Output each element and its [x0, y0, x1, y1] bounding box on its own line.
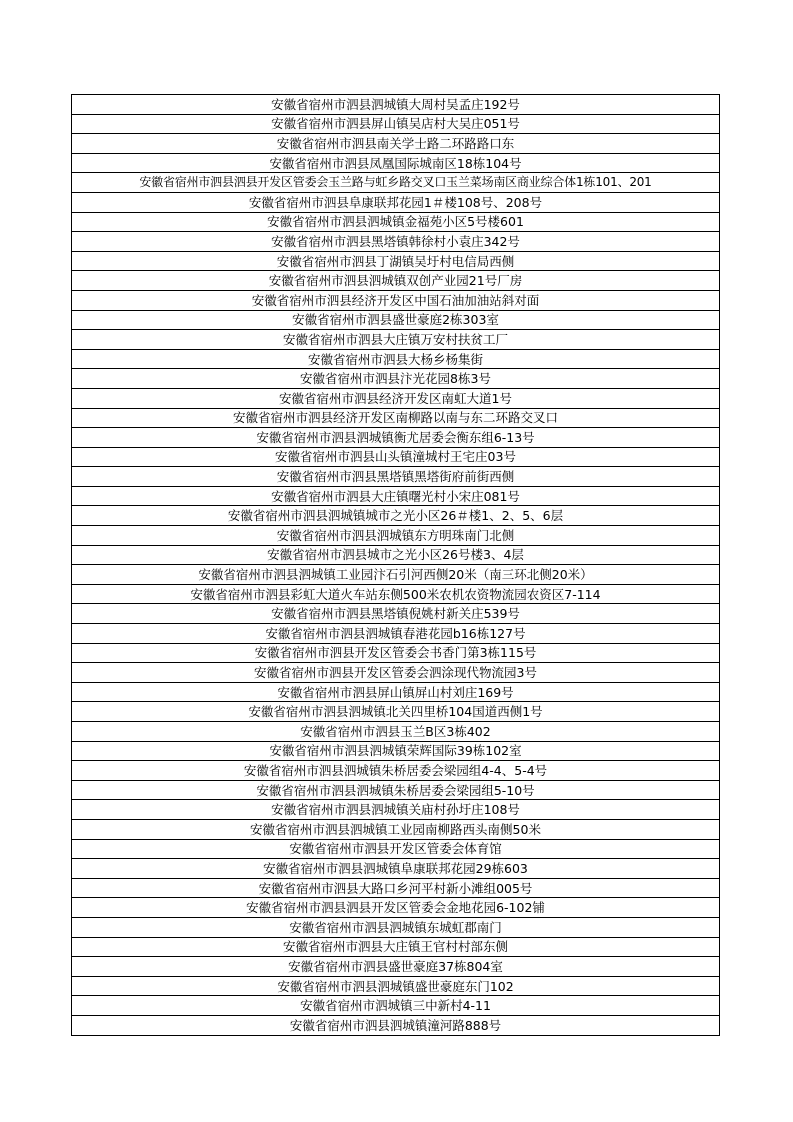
table-row	[72, 682, 720, 702]
table-row	[72, 212, 720, 232]
address-cell: 安徽省宿州市泗县汴光花园8栋3号	[72, 369, 720, 389]
address-cell: 安徽省宿州市泗县玉兰B区3栋402	[72, 722, 720, 742]
address-cell: 安徽省宿州市泗县泗城镇金福苑小区5号楼601	[72, 212, 720, 232]
address-cell: 安徽省宿州市泗县泗城镇潼河路888号	[72, 1015, 720, 1035]
table-row	[72, 663, 720, 683]
table-row	[72, 722, 720, 742]
table-row	[72, 349, 720, 369]
table-row	[72, 330, 720, 350]
address-cell: 安徽省宿州市泗县黑塔镇韩徐村小袁庄342号	[72, 232, 720, 252]
address-cell: 安徽省宿州市泗县泗城镇朱桥居委会梁园组4-4、5-4号	[72, 761, 720, 781]
table-row	[72, 702, 720, 722]
table-row	[72, 271, 720, 291]
table-row	[72, 428, 720, 448]
address-cell: 安徽省宿州市泗县泗城镇大周村吴孟庄192号	[72, 95, 720, 115]
table-row	[72, 506, 720, 526]
table-row	[72, 741, 720, 761]
table-row	[72, 878, 720, 898]
table-row	[72, 192, 720, 212]
table-row	[72, 584, 720, 604]
address-cell: 安徽省宿州市泗县开发区管委会体育馆	[72, 839, 720, 859]
table-row	[72, 565, 720, 585]
address-cell: 安徽省宿州市泗县屏山镇屏山村刘庄169号	[72, 682, 720, 702]
table-row	[72, 976, 720, 996]
table-row	[72, 624, 720, 644]
table-row	[72, 819, 720, 839]
address-cell: 安徽省宿州市泗县泗城镇北关四里桥104国道西侧1号	[72, 702, 720, 722]
address-cell: 安徽省宿州市泗县泗城镇工业园汴石引河西侧20米（南三环北侧20米）	[72, 565, 720, 585]
address-cell: 安徽省宿州市泗县泗城镇城市之光小区26＃楼1、2、5、6层	[72, 506, 720, 526]
address-cell: 安徽省宿州市泗县大庄镇万安村扶贫工厂	[72, 330, 720, 350]
table-row	[72, 957, 720, 977]
table-row	[72, 996, 720, 1016]
address-sheet	[71, 94, 720, 1036]
table-row	[72, 467, 720, 487]
table-row	[72, 526, 720, 546]
table-row	[72, 761, 720, 781]
address-cell: 安徽省宿州市泗城镇三中新村4-11	[72, 996, 720, 1016]
address-cell: 安徽省宿州市泗县泗城镇阜康联邦花园29栋603	[72, 859, 720, 879]
address-cell: 安徽省宿州市泗县阜康联邦花园1＃楼108号、208号	[72, 192, 720, 212]
address-cell: 安徽省宿州市泗县大杨乡杨集街	[72, 349, 720, 369]
address-cell: 安徽省宿州市泗县屏山镇吴店村大吴庄051号	[72, 114, 720, 134]
address-cell: 安徽省宿州市泗县大路口乡河平村新小滩组005号	[72, 878, 720, 898]
table-row	[72, 251, 720, 271]
table-row	[72, 486, 720, 506]
address-cell: 安徽省宿州市泗县山头镇潼城村王宅庄03号	[72, 447, 720, 467]
table-row	[72, 643, 720, 663]
table-row	[72, 408, 720, 428]
table-row	[72, 290, 720, 310]
table-row	[72, 800, 720, 820]
table-row	[72, 604, 720, 624]
address-cell: 安徽省宿州市泗县泗城镇春港花园b16栋127号	[72, 624, 720, 644]
address-cell: 安徽省宿州市泗县彩虹大道火车站东侧500米农机农资物流园农资区7-114	[72, 584, 720, 604]
address-cell: 安徽省宿州市泗县开发区管委会书香门第3栋115号	[72, 643, 720, 663]
table-row	[72, 859, 720, 879]
address-cell: 安徽省宿州市泗县盛世豪庭2栋303室	[72, 310, 720, 330]
table-row	[72, 310, 720, 330]
table-row	[72, 232, 720, 252]
address-cell: 安徽省宿州市泗县开发区管委会泗涂现代物流园3号	[72, 663, 720, 683]
address-cell: 安徽省宿州市泗县盛世豪庭37栋804室	[72, 957, 720, 977]
address-cell: 安徽省宿州市泗县城市之光小区26号楼3、4层	[72, 545, 720, 565]
table-row	[72, 839, 720, 859]
table-row	[72, 388, 720, 408]
address-cell: 安徽省宿州市泗县泗城镇双创产业园21号厂房	[72, 271, 720, 291]
table-row	[72, 369, 720, 389]
address-cell: 安徽省宿州市泗县大庄镇王官村村部东侧	[72, 937, 720, 957]
address-cell: 安徽省宿州市泗县泗城镇衡尤居委会衡东组6-13号	[72, 428, 720, 448]
address-cell: 安徽省宿州市泗县经济开发区南柳路以南与东二环路交叉口	[72, 408, 720, 428]
table-row	[72, 447, 720, 467]
address-cell: 安徽省宿州市泗县泗城镇朱桥居委会梁园组5-10号	[72, 780, 720, 800]
address-cell: 安徽省宿州市泗县泗城镇东城虹郡南门	[72, 917, 720, 937]
address-cell: 安徽省宿州市泗县黑塔镇黑塔街府前街西侧	[72, 467, 720, 487]
address-cell: 安徽省宿州市泗县大庄镇曙光村小宋庄081号	[72, 486, 720, 506]
address-cell: 安徽省宿州市泗县黑塔镇倪姚村新关庄539号	[72, 604, 720, 624]
table-row	[72, 937, 720, 957]
address-cell: 安徽省宿州市泗县凤凰国际城南区18栋104号	[72, 153, 720, 173]
table-row	[72, 545, 720, 565]
address-cell: 安徽省宿州市泗县泗县开发区管委会玉兰路与虹乡路交叉口玉兰菜场南区商业综合体1栋101、201	[72, 173, 720, 193]
address-cell: 安徽省宿州市泗县丁湖镇吴圩村电信局西侧	[72, 251, 720, 271]
address-cell: 安徽省宿州市泗县南关学士路二环路路口东	[72, 134, 720, 154]
address-cell: 安徽省宿州市泗县泗城镇关庙村孙圩庄108号	[72, 800, 720, 820]
address-cell: 安徽省宿州市泗县经济开发区中国石油加油站斜对面	[72, 290, 720, 310]
table-row	[72, 134, 720, 154]
table-row	[72, 1015, 720, 1035]
address-cell: 安徽省宿州市泗县泗城镇盛世豪庭东门102	[72, 976, 720, 996]
address-table	[71, 94, 720, 1036]
table-row	[72, 917, 720, 937]
address-table-body	[72, 95, 720, 1036]
address-cell: 安徽省宿州市泗县泗县开发区管委会金地花园6-102铺	[72, 898, 720, 918]
table-row	[72, 173, 720, 193]
table-row	[72, 153, 720, 173]
table-row	[72, 114, 720, 134]
address-cell: 安徽省宿州市泗县泗城镇工业园南柳路西头南侧50米	[72, 819, 720, 839]
address-cell: 安徽省宿州市泗县泗城镇东方明珠南门北侧	[72, 526, 720, 546]
table-row	[72, 780, 720, 800]
table-row	[72, 898, 720, 918]
address-cell: 安徽省宿州市泗县泗城镇荣辉国际39栋102室	[72, 741, 720, 761]
address-cell: 安徽省宿州市泗县经济开发区南虹大道1号	[72, 388, 720, 408]
table-row	[72, 95, 720, 115]
